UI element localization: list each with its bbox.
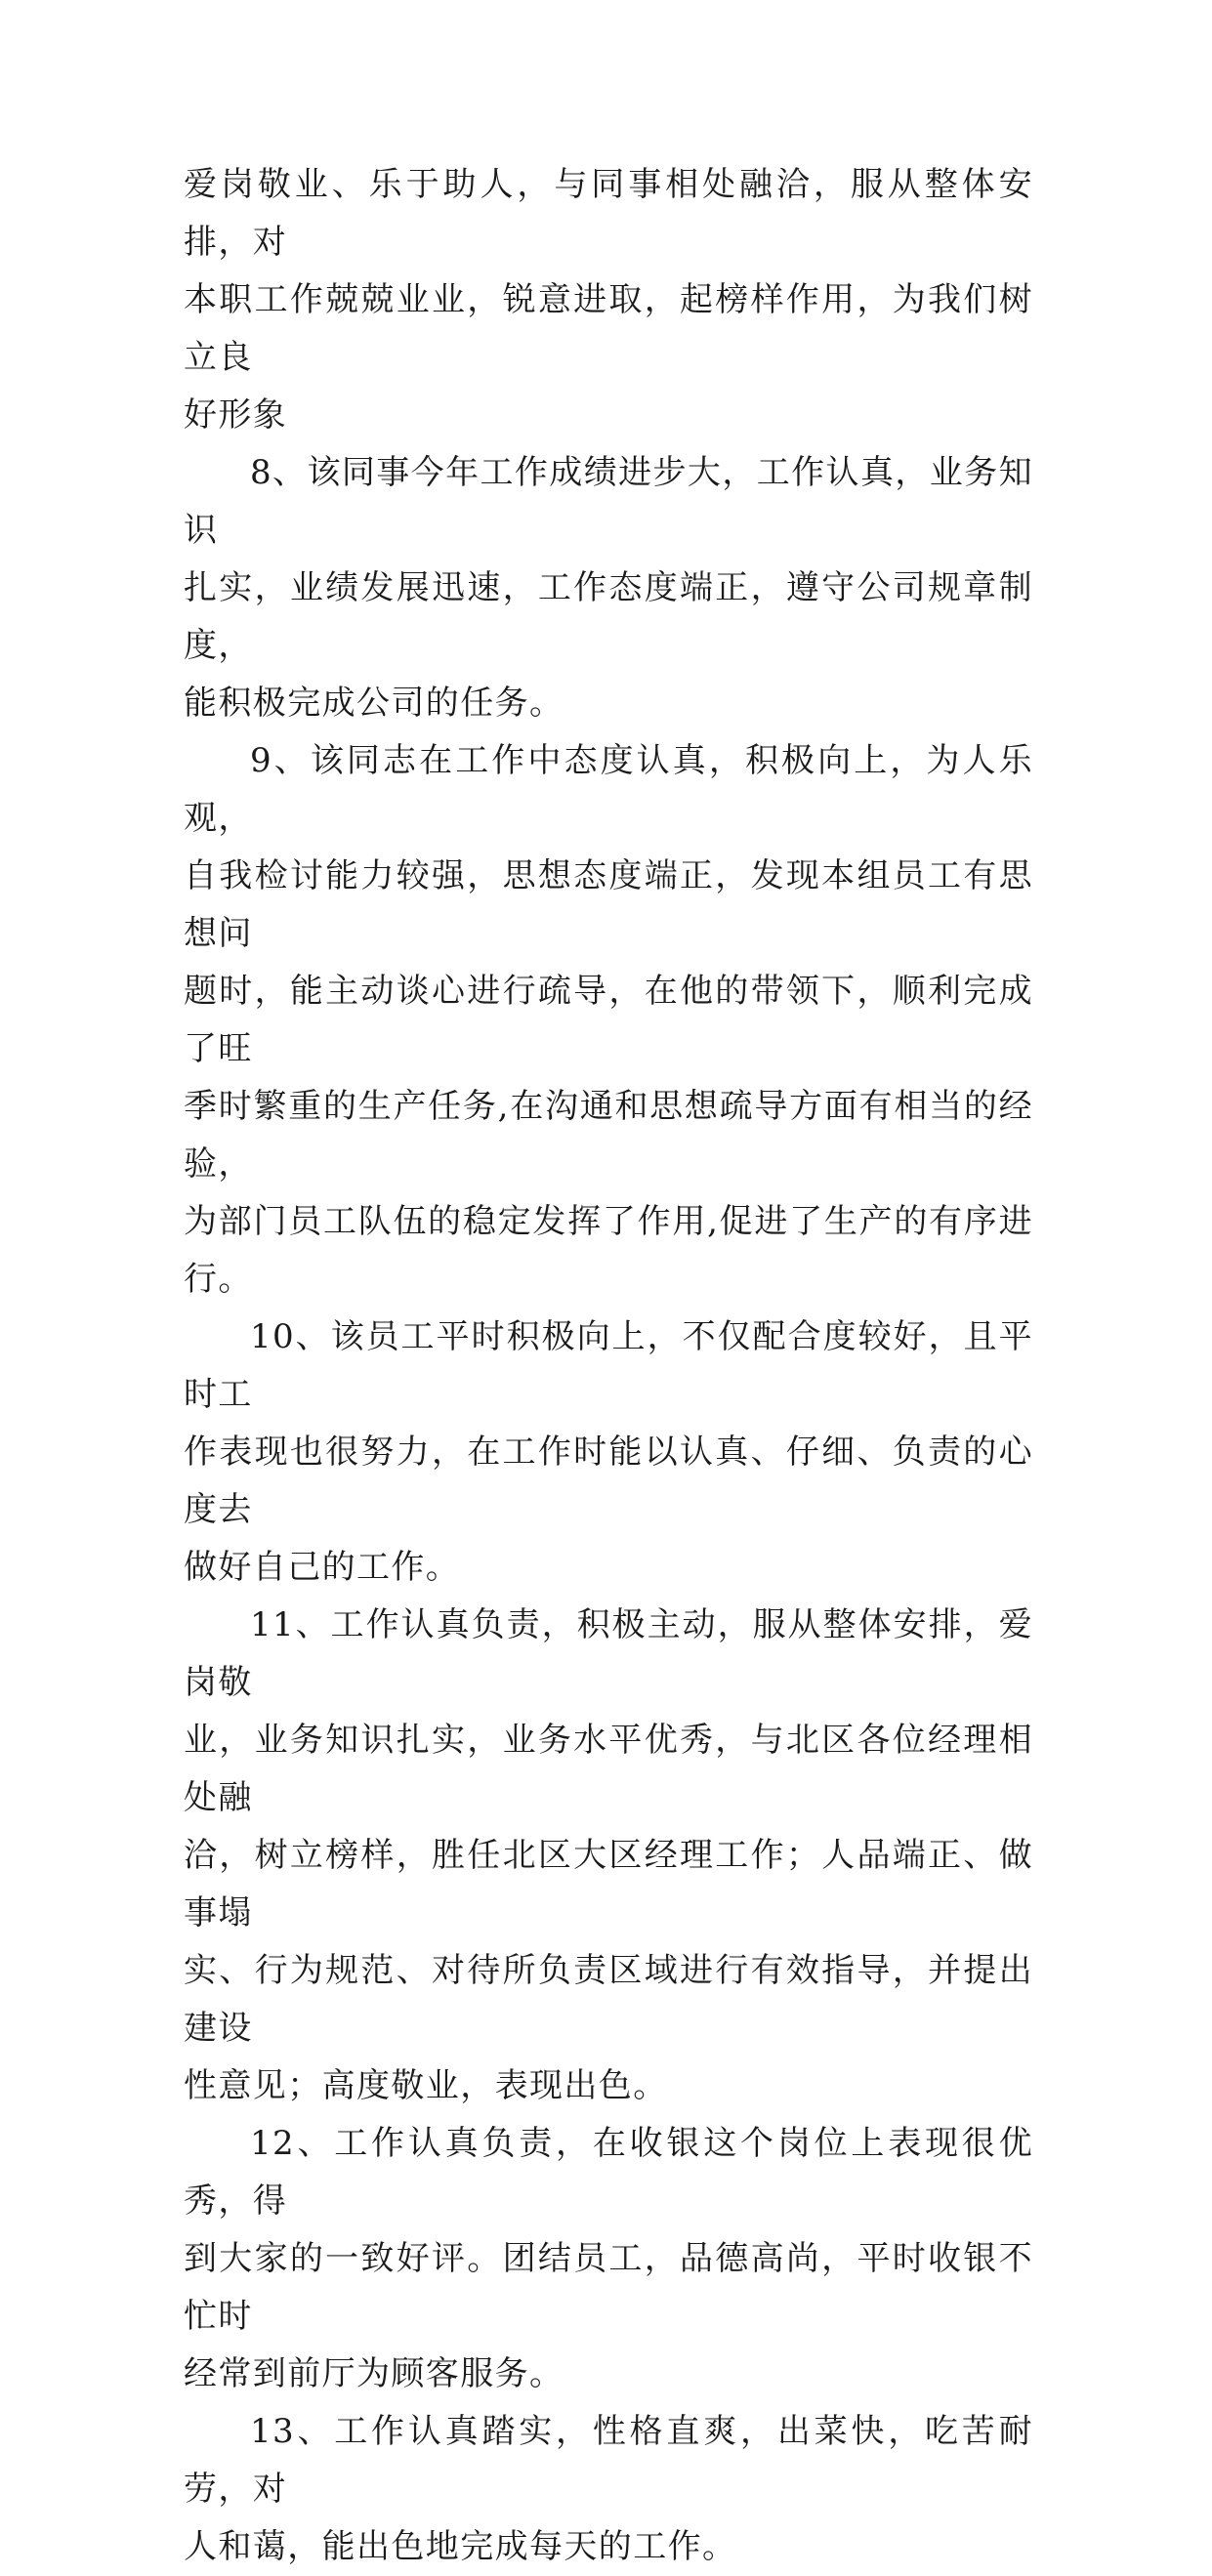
text-line: 扎实，业绩发展迅速，工作态度端正，遵守公司规章制度，	[184, 568, 1033, 665]
text-line: 作表现也很努力，在工作时能以认真、仔细、负责的心度去	[184, 1433, 1033, 1529]
paragraph-item-8	[184, 444, 1033, 732]
text-line: 人和蔼，能出色地完成每天的工作。	[184, 2527, 737, 2566]
text-line: 题时，能主动谈心进行疏导，在他的带领下，顺利完成了旺	[184, 972, 1033, 1068]
text-line: 爱岗敬业、乐于助人，与同事相处融洽，服从整体安排，对	[184, 165, 1033, 262]
text-line: 能积极完成公司的任务。	[184, 684, 564, 723]
text-line: 13、工作认真踏实，性格直爽，出菜快，吃苦耐劳，对	[184, 2412, 1033, 2509]
paragraph-item-9	[184, 732, 1033, 1309]
text-line: 业，业务知识扎实，业务水平优秀，与北区各位经理相处融	[184, 1721, 1033, 1817]
text-line: 12、工作认真负责，在收银这个岗位上表现很优秀，得	[184, 2124, 1033, 2221]
document-body	[184, 156, 1033, 2576]
text-line: 实、行为规范、对待所负责区域进行有效指导，并提出建设	[184, 1951, 1033, 2048]
text-line: 本职工作兢兢业业，锐意进取，起榜样作用，为我们树立良	[184, 280, 1033, 377]
text-line: 季时繁重的生产任务,在沟通和思想疏导方面有相当的经验，	[184, 1087, 1033, 1184]
text-line: 11、工作认真负责，积极主动，服从整体安排，爱岗敬	[184, 1605, 1033, 1702]
text-line: 为部门员工队伍的稳定发挥了作用,促进了生产的有序进行。	[184, 1202, 1033, 1299]
text-line: 10、该员工平时积极向上，不仅配合度较好，且平时工	[184, 1317, 1033, 1414]
text-line: 性意见；高度敬业，表现出色。	[184, 2066, 668, 2105]
paragraph-item-12	[184, 2115, 1033, 2403]
paragraph-item-11	[184, 1597, 1033, 2115]
paragraph-item-13	[184, 2403, 1033, 2576]
text-line: 做好自己的工作。	[184, 1548, 461, 1587]
paragraph-continuation	[184, 156, 1033, 444]
text-line: 9、该同志在工作中态度认真，积极向上，为人乐观，	[184, 741, 1033, 838]
text-line: 自我检讨能力较强，思想态度端正，发现本组员工有思想问	[184, 856, 1033, 953]
text-line: 8、该同事今年工作成绩进步大，工作认真，业务知识	[184, 453, 1033, 550]
text-line: 到大家的一致好评。团结员工，品德高尚，平时收银不忙时	[184, 2239, 1033, 2336]
text-line: 洽，树立榜样，胜任北区大区经理工作；人品端正、做事塌	[184, 1836, 1033, 1932]
text-line: 好形象	[184, 395, 288, 435]
text-line: 经常到前厅为顾客服务。	[184, 2354, 564, 2393]
paragraph-item-10	[184, 1309, 1033, 1597]
